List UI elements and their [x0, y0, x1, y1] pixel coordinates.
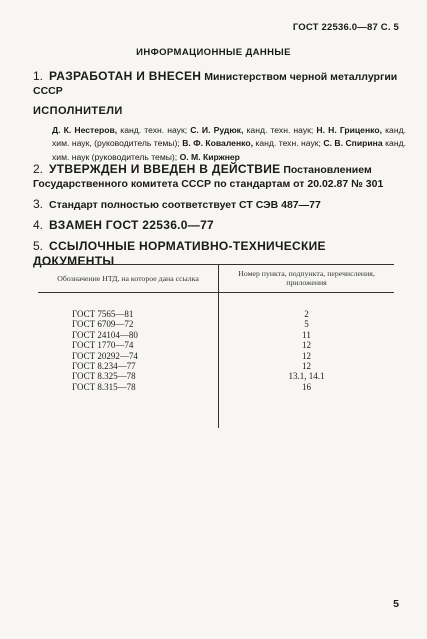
table-header-row: [38, 265, 394, 293]
section-1-number: 1.: [33, 69, 44, 83]
table-filler-cell: [38, 392, 219, 428]
info-title: ИНФОРМАЦИОННЫЕ ДАННЫЕ: [136, 47, 291, 58]
table-cell-clause: 2: [304, 309, 309, 319]
table-cell-clause: 11: [302, 329, 311, 340]
section-1-lead: РАЗРАБОТАН И ВНЕСЕН: [49, 69, 202, 83]
section-2: [33, 162, 403, 191]
section-3-text: Стандарт полностью соответствует СТ СЭВ 487—77: [49, 199, 321, 211]
table-row: [38, 340, 394, 350]
table-cell-document: ГОСТ 7565—81: [38, 293, 219, 320]
table-filler-row: [38, 392, 394, 428]
table-row: [38, 361, 394, 371]
executor-name: С. В. Спирина: [323, 138, 383, 149]
table-cell-clause: 12: [302, 361, 311, 372]
executor-role: канд. техн. наук;: [252, 138, 324, 149]
table-row: [38, 371, 394, 381]
section-2-lead: УТВЕРЖДЕН И ВВЕДЕН В ДЕЙСТВИЕ: [49, 162, 281, 176]
executor-name: С. И. Рудюк,: [190, 125, 244, 135]
section-4-text: ВЗАМЕН ГОСТ 22536.0—77: [49, 218, 215, 232]
section-1: [33, 69, 403, 98]
executor-role: канд. хим. наук, (руководитель темы);: [52, 125, 406, 149]
table-filler-cell: [219, 392, 395, 428]
table-row: [38, 351, 394, 361]
section-4: [33, 218, 403, 233]
executor-name: Д. К. Нестеров,: [52, 125, 118, 135]
executor-name: Н. Н. Гриценко,: [316, 125, 382, 135]
table-cell-document: ГОСТ 8.325—78: [38, 371, 219, 381]
executor-role: канд. хим. наук (руководитель темы);: [52, 138, 406, 162]
executor-name: О. М. Киржнер: [179, 151, 240, 162]
table-cell-clause: 13.1, 14.1: [288, 371, 325, 382]
section-5-number: 5.: [33, 239, 44, 253]
table-row: [38, 319, 394, 329]
section-3-number: 3.: [33, 197, 44, 211]
table-cell-document: ГОСТ 8.315—78: [38, 382, 219, 392]
table-cell-clause: 5: [304, 319, 309, 330]
executor-name: В. Ф. Коваленко,: [182, 138, 253, 149]
table-cell-document: ГОСТ 8.234—77: [38, 361, 219, 371]
document-header: ГОСТ 22536.0—87 С. 5: [292, 22, 399, 33]
table-header-document: Обозначение НТД, на которое дана ссылка: [38, 265, 219, 293]
table-cell-document: ГОСТ 6709—72: [38, 319, 219, 329]
page-number: 5: [393, 598, 399, 610]
section-3: [33, 197, 403, 212]
section-5-text: ССЫЛОЧНЫЕ НОРМАТИВНО-ТЕХНИЧЕСКИЕ ДОКУМЕНТЫ: [33, 239, 326, 268]
table-cell-document: ГОСТ 1770—74: [38, 340, 219, 350]
table-header-clause: Номер пункта, подпункта, перечисления, приложения: [219, 265, 395, 293]
table-cell-document: ГОСТ 24104—80: [38, 330, 219, 340]
executors-heading: ИСПОЛНИТЕЛИ: [33, 105, 123, 117]
table-row: [38, 330, 394, 340]
table-cell-clause: 12: [302, 350, 311, 361]
section-2-number: 2.: [33, 162, 44, 176]
section-1-text: Министерством черной металлургии СССР: [33, 71, 398, 97]
table-cell-clause: 12: [302, 340, 311, 351]
table-row: [38, 293, 394, 320]
table-cell-clause: 16: [302, 381, 311, 392]
executor-role: канд. техн. наук;: [243, 125, 317, 135]
table-row: [38, 382, 394, 392]
references-table: [38, 264, 394, 428]
executor-role: канд. техн. наук;: [117, 125, 191, 135]
table-cell-document: ГОСТ 20292—74: [38, 351, 219, 361]
section-4-number: 4.: [33, 218, 44, 232]
section-2-text: Постановлением Государственного комитета СССР по стандартам от 20.02.87 № 301: [33, 164, 384, 190]
executors-list: [52, 124, 406, 164]
